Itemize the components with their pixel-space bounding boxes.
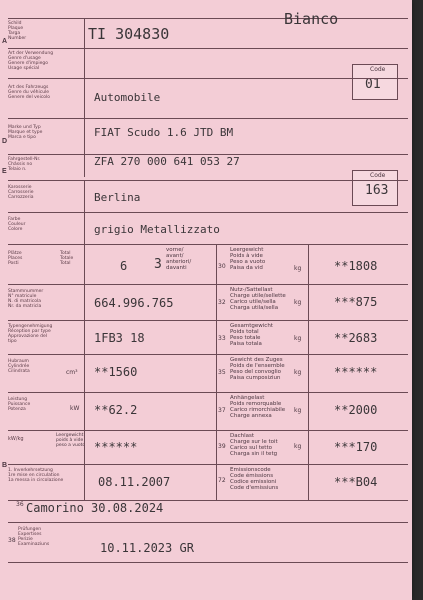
make-label: Marke und Typ Marque et type Marca e tipo: [8, 125, 43, 140]
plate-label: Schild Plaque Targa Number: [8, 21, 27, 41]
usage-label: Art der Verwendung Genre d'usage Genere d'impiego Usage spécial: [8, 51, 54, 71]
ratio-value: ******: [94, 440, 138, 454]
kg-unit: kg: [294, 443, 302, 450]
section-letter-e: E: [2, 168, 7, 175]
field-33: 33: [218, 335, 226, 342]
code2-label: Code: [370, 172, 386, 179]
section-letter-d: D: [2, 138, 8, 145]
colour-value: grigio Metallizzato: [94, 223, 220, 236]
field-32: 32: [218, 299, 226, 306]
seats-front-value: 3: [154, 257, 162, 272]
field-36: 36: [16, 501, 24, 508]
body-value: Berlina: [94, 191, 141, 204]
train-weight-label: Gewicht des Zuges Poids de l'ensemble Peso del convoglio Paisa cumposiziun: [230, 357, 285, 381]
grid-row-cc: [8, 354, 408, 393]
code-label: Code: [370, 66, 386, 73]
approval-label: Stammnummer N° matricule N. di matricola Nr. da matricla: [8, 289, 44, 309]
grid-row-first-reg: [8, 464, 408, 501]
seats-total-label: Total Totale Total: [60, 251, 74, 266]
make-value: FIAT Scudo 1.6 JTD BM: [94, 126, 234, 139]
colour-label: Farbe Couleur Colore: [8, 217, 26, 232]
cc-value: **1560: [94, 365, 138, 379]
kg-unit: kg: [294, 407, 302, 414]
first-reg-value: 08.11.2007: [98, 475, 171, 489]
category-value: Automobile: [94, 91, 161, 104]
place-date-row: [8, 500, 408, 523]
kg-unit: kg: [294, 369, 302, 376]
plate-number: TI 304830: [88, 25, 170, 43]
field-35: 35: [218, 369, 226, 376]
trailer-value: **2000: [334, 403, 378, 417]
cc-label: Hubraum Cylindrée Cilindrata: [8, 359, 30, 374]
body-label: Karosserie Carrosserie Carrozzeria: [8, 185, 34, 200]
seats-front-label: vorne/ avant/ anteriori/ davanti: [166, 247, 192, 271]
grid-row-power: [8, 392, 408, 431]
section-letter-b: B: [2, 462, 8, 469]
kg-unit: kg: [294, 265, 302, 272]
place-date: Camorino 30.08.2024: [26, 501, 164, 515]
chassis-label: Fahrgestell-Nr. Châssis no Telaio n.: [8, 157, 41, 172]
type-value: 1FB3 18: [94, 331, 145, 345]
roof-label: Dachlast Charge sur le toit Carico sul tetto Charga sin il tetg: [230, 433, 278, 457]
seats-value: 6: [120, 259, 128, 273]
kwkg-label: kW/kg: [8, 436, 24, 442]
trailer-label: Anhängelast Poids remorquable Carico rimorchiabile Charge annexa: [230, 395, 286, 419]
payload-value: ***875: [334, 295, 378, 309]
grid-row-type: [8, 320, 408, 355]
chassis-value: ZFA 270 000 641 053 27: [94, 155, 240, 168]
exam-label: Prüfungen Expertises Perizie Examinaziuns: [18, 527, 50, 547]
usage-row: [8, 48, 408, 79]
cm3-unit: cm³: [66, 369, 78, 376]
field-39: 39: [218, 443, 226, 450]
payload-label: Nutz-/Sattellast Charge utile/sellette Carico utile/sella Charga utila/sella: [230, 287, 286, 311]
plate-row: [8, 10, 408, 49]
grid-row-ratio: [8, 430, 408, 465]
power-label: Leistung Puissance Potenza: [8, 397, 31, 412]
emission-value: ***B04: [334, 475, 378, 489]
code-value: 01: [365, 77, 381, 92]
chassis-row: [8, 154, 408, 177]
train-weight-value: ******: [334, 365, 378, 379]
kg-unit: kg: [294, 335, 302, 342]
section-letter-a: A: [2, 38, 8, 45]
grid-row-approval: [8, 284, 408, 321]
colour-row: [8, 212, 408, 245]
seats-label: Plätze Places Posti: [8, 251, 23, 266]
field-30: 30: [218, 263, 226, 270]
empty-weight-value: **1808: [334, 259, 378, 273]
make-row: [8, 118, 408, 155]
type-label: Typengenehmigung Réception par type Approvazione del tipo: [8, 324, 53, 344]
first-reg-label: 1. Inverkehrsetzung 1re mise en circulation 1a messa in circolazione: [8, 468, 64, 483]
total-weight-label: Gesamtgewicht Poids total Peso totale Paisa totala: [230, 323, 273, 347]
body-row: [8, 180, 408, 213]
field-37: 37: [218, 407, 226, 414]
exam-value: 10.11.2023 GR: [100, 541, 194, 555]
emission-label: Emissionscode Code émissions Codice emissioni Code d'emissiuns: [230, 467, 279, 491]
bottom-line: [8, 562, 408, 563]
exam-row: [8, 522, 408, 563]
ratio-label: Leergewicht poids à vide peso a vuoto: [56, 433, 86, 448]
kg-unit: kg: [294, 299, 302, 306]
category-label: Art des Fahrzeugs Genre du véhicule Genere del veicolo: [8, 85, 51, 100]
grid-row-seats: [8, 244, 408, 285]
kw-unit: kW: [70, 405, 80, 412]
field-38: 38: [8, 537, 16, 544]
code2-value: 163: [365, 183, 389, 198]
approval-value: 664.996.765: [94, 296, 174, 310]
roof-value: ***170: [334, 440, 378, 454]
empty-weight-label: Leergewicht Poids à vide Peso a vuoto Paisa da vid: [230, 247, 266, 271]
field-72: 72: [218, 477, 226, 484]
power-value: **62.2: [94, 403, 138, 417]
colour-word: Bianco: [284, 10, 339, 28]
category-row: [8, 78, 408, 119]
total-weight-value: **2683: [334, 331, 378, 345]
